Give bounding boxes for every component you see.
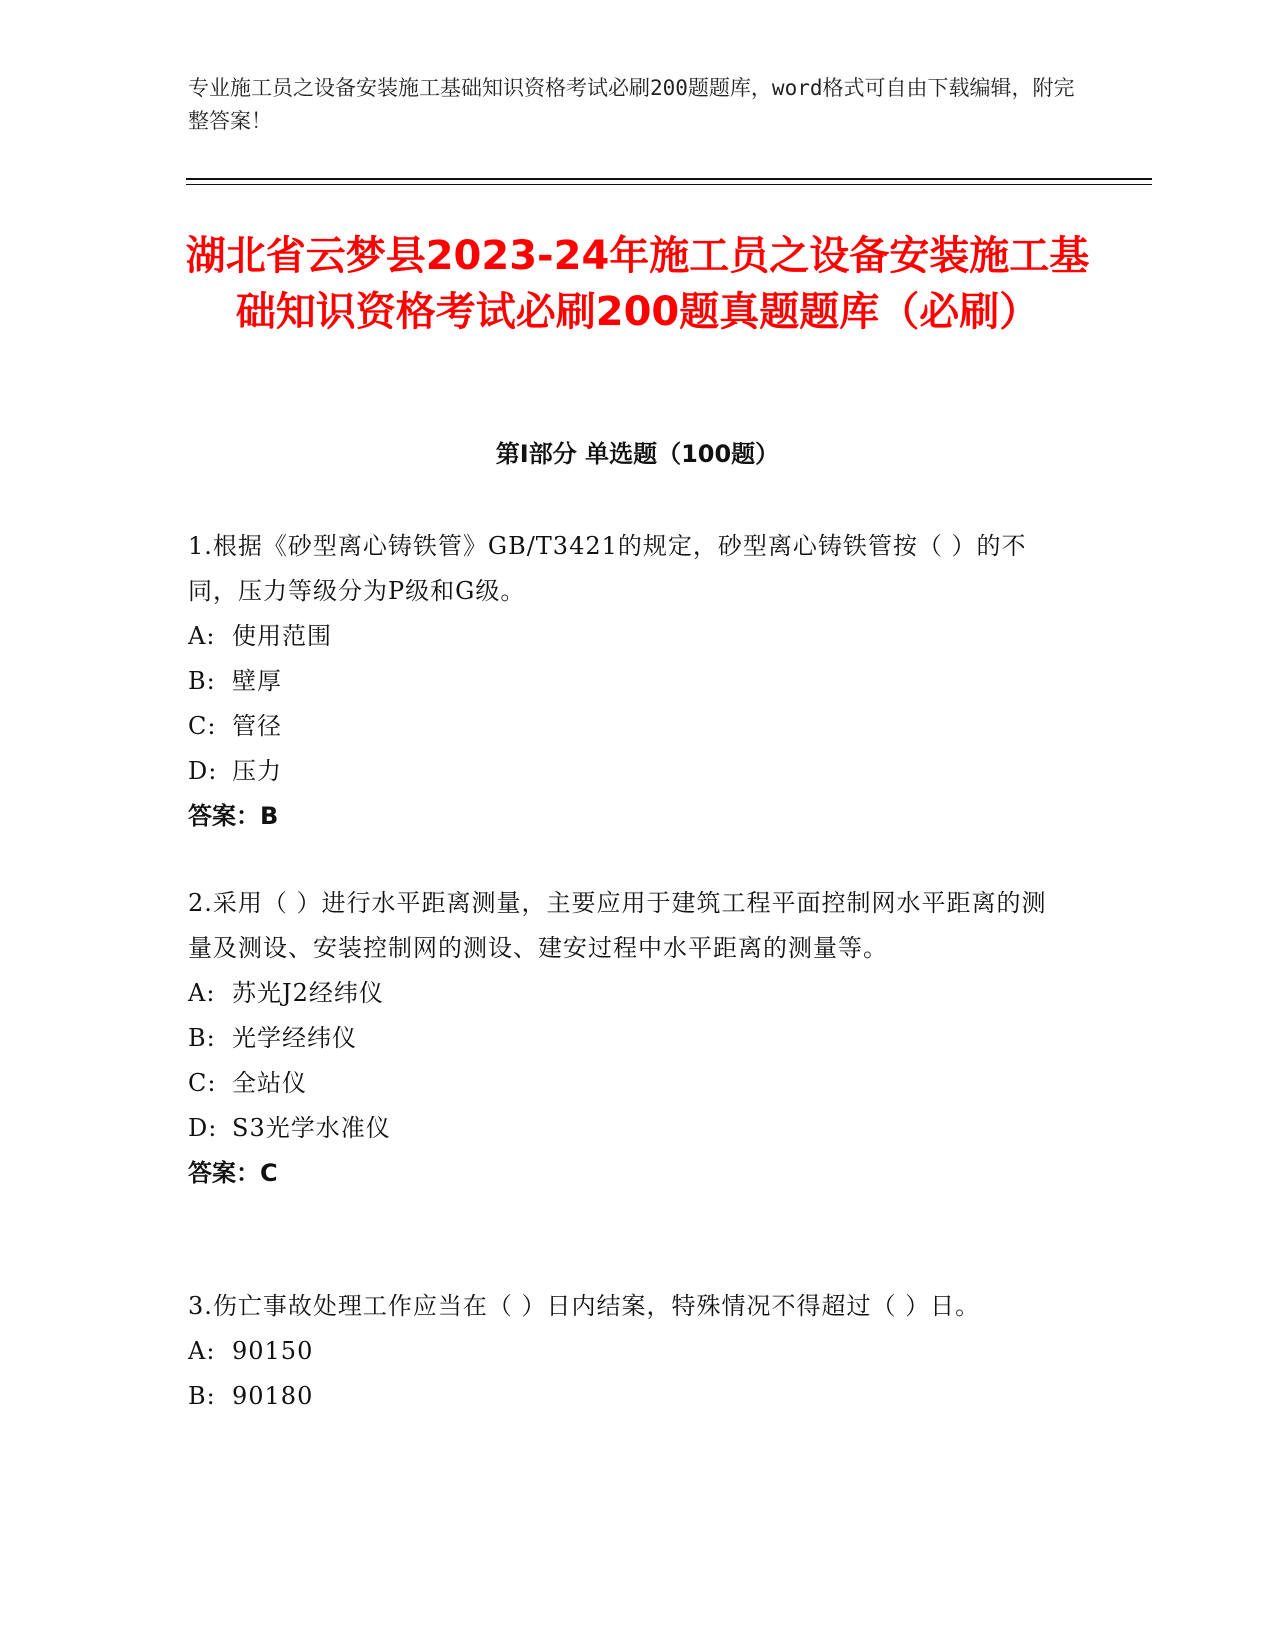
option-b [188,659,1068,704]
option-key: A: [188,1337,216,1365]
option-d [188,749,1068,794]
answer-line: 答案：C [188,1159,278,1187]
document-title: 湖北省云梦县2023-24年施工员之设备安装施工基础知识资格考试必刷200题真题题库（必刷） [185,233,1090,335]
option-key: B: [188,1024,216,1052]
question-3 [188,1284,1068,1419]
option-a [188,1329,1068,1374]
question-stem: 1.根据《砂型离心铸铁管》GB/T3421的规定，砂型离心铸铁管按（ ）的不同，压力等级分为P级和G级。 [188,532,1027,605]
option-key: A: [188,979,216,1007]
option-a [188,971,1068,1016]
option-text: 90180 [232,1382,314,1410]
option-key: D: [188,1114,218,1142]
section-title: 第Ⅰ部分 单选题（100题） [495,440,780,468]
option-text: 90150 [232,1337,314,1365]
option-text: 全站仪 [232,1069,307,1097]
question-stem: 3.伤亡事故处理工作应当在（ ）日内结案，特殊情况不得超过（ ）日。 [188,1292,981,1320]
header-divider-thin [186,184,1152,185]
option-key: A: [188,622,216,650]
question-stem: 2.采用（ ）进行水平距离测量，主要应用于建筑工程平面控制网水平距离的测量及测设、安装控制网的测设、建安过程中水平距离的测量等。 [188,889,1047,962]
option-text: 壁厚 [232,667,282,695]
option-text: 管径 [232,712,282,740]
header-note: 专业施工员之设备安装施工基础知识资格考试必刷200题题库，word格式可自由下载编辑，附完整答案！ [188,76,1075,133]
option-b [188,1016,1068,1061]
option-c [188,704,1068,749]
option-c [188,1061,1068,1106]
option-key: B: [188,1382,216,1410]
question-2 [188,881,1068,1196]
option-key: C: [188,1069,217,1097]
option-key: D: [188,757,218,785]
option-key: B: [188,667,216,695]
option-a [188,614,1068,659]
option-d [188,1106,1068,1151]
option-text: S3光学水准仪 [232,1114,391,1142]
header-divider-thick [186,178,1152,180]
option-b [188,1374,1068,1419]
option-text: 压力 [232,757,282,785]
option-text: 使用范围 [232,622,332,650]
question-1 [188,524,1068,839]
option-text: 苏光J2经纬仪 [232,979,384,1007]
option-key: C: [188,712,217,740]
answer-line: 答案：B [188,802,279,830]
option-text: 光学经纬仪 [232,1024,357,1052]
